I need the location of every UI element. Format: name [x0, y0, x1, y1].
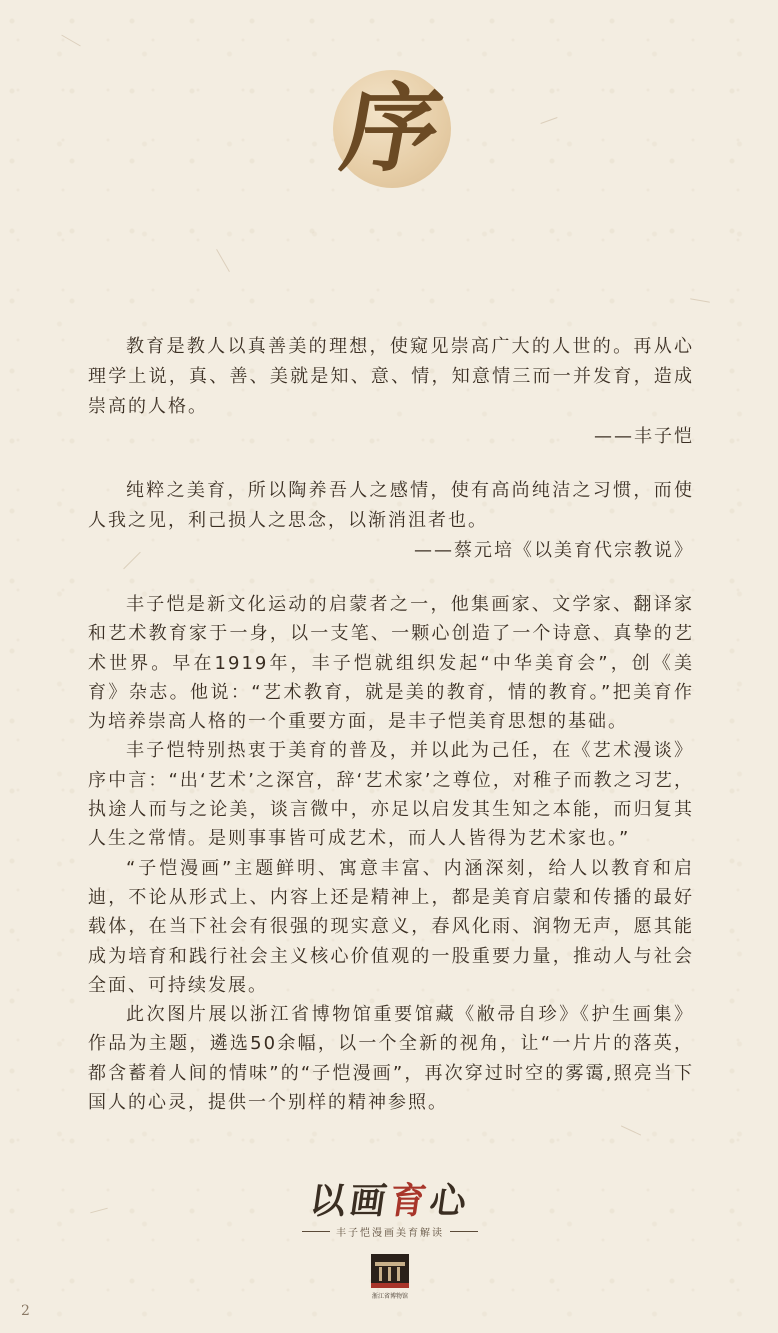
- body-paragraph: “子恺漫画”主题鲜明、寓意丰富、内涵深刻，给人以教育和启迪，不论从形式上、内容上还是精神上，都是美育启蒙和传播的最好载体，在当下社会有很强的现实意义，春风化雨、润物无声，愿其能成为培育和践行社会主义核心价值观的一股重要力量，推动人与社会全面、可持续发展。: [88, 857, 694, 996]
- museum-logo: [370, 1254, 410, 1300]
- heading-title: 序: [334, 72, 451, 185]
- paper-fiber: [90, 1208, 108, 1214]
- logo-title-part: 以画: [307, 1180, 393, 1222]
- quote-text: 教育是教人以真善美的理想，使窥见崇高广大的人世的。再从心理学上说，真、善、美就是知、意、情，知意情三而一并发育，造成崇高的人格。: [88, 336, 694, 417]
- logo-subtitle: 丰子恺漫画美育解读: [336, 1228, 444, 1239]
- exhibition-logo: [300, 1180, 480, 1240]
- paper-fiber: [690, 298, 710, 302]
- paper-fiber: [621, 1125, 641, 1135]
- divider: [450, 1231, 478, 1232]
- page-number: 2: [21, 1303, 30, 1319]
- logo-title-accent: 育: [387, 1180, 433, 1222]
- body-paragraph: 丰子恺特别热衷于美育的普及，并以此为己任，在《艺术漫谈》序中言：“出‘艺术’之深宫，辞‘艺术家’之尊位，对稚子而教之习艺，执途人而与之论美，谈言微中，亦足以启发其生知之本能，而归复其人生之常情。是则事事皆可成艺术，而人人皆得为艺术家也。”: [88, 740, 694, 850]
- quote-text: 纯粹之美育，所以陶养吾人之感情，使有高尚纯洁之习惯，而使人我之见，利己损人之思念，以渐消沮者也。: [88, 480, 694, 531]
- body-text: [88, 590, 694, 1117]
- logo-title: [297, 1180, 483, 1222]
- heading-seal: [333, 70, 451, 188]
- logo-title-part: 心: [427, 1180, 473, 1222]
- divider: [302, 1231, 330, 1232]
- quote-attribution: ——丰子恺: [594, 426, 694, 447]
- paper-fiber: [540, 117, 557, 124]
- quote-attribution: ——蔡元培《以美育代宗教说》: [414, 540, 694, 561]
- paper-fiber: [61, 35, 81, 47]
- paper-fiber: [216, 249, 230, 272]
- museum-name: 浙江省博物馆: [371, 1293, 408, 1300]
- quote-block-2: [88, 476, 694, 566]
- museum-logo-icon: [371, 1254, 409, 1288]
- body-paragraph: 丰子恺是新文化运动的启蒙者之一，他集画家、文学家、翻译家和艺术教育家于一身，以一支笔、一颗心创造了一个诗意、真挚的艺术世界。早在1919年，丰子恺就组织发起“中华美育会”，创《美育》杂志。他说：“艺术教育，就是美的教育，情的教育。”把美育作为培养崇高人格的一个重要方面，是丰子恺美育思想的基础。: [88, 594, 694, 733]
- quote-block-1: [88, 332, 694, 452]
- logo-subtitle-row: [300, 1224, 480, 1239]
- body-paragraph: 此次图片展以浙江省博物馆重要馆藏《敝帚自珍》《护生画集》作品为主题，遴选50余幅，以一个全新的视角，让“一片片的落英，都含蓄着人间的情味”的“子恺漫画”，再次穿过时空的雾霭,照亮当下国人的心灵，提供一个别样的精神参照。: [88, 1004, 694, 1114]
